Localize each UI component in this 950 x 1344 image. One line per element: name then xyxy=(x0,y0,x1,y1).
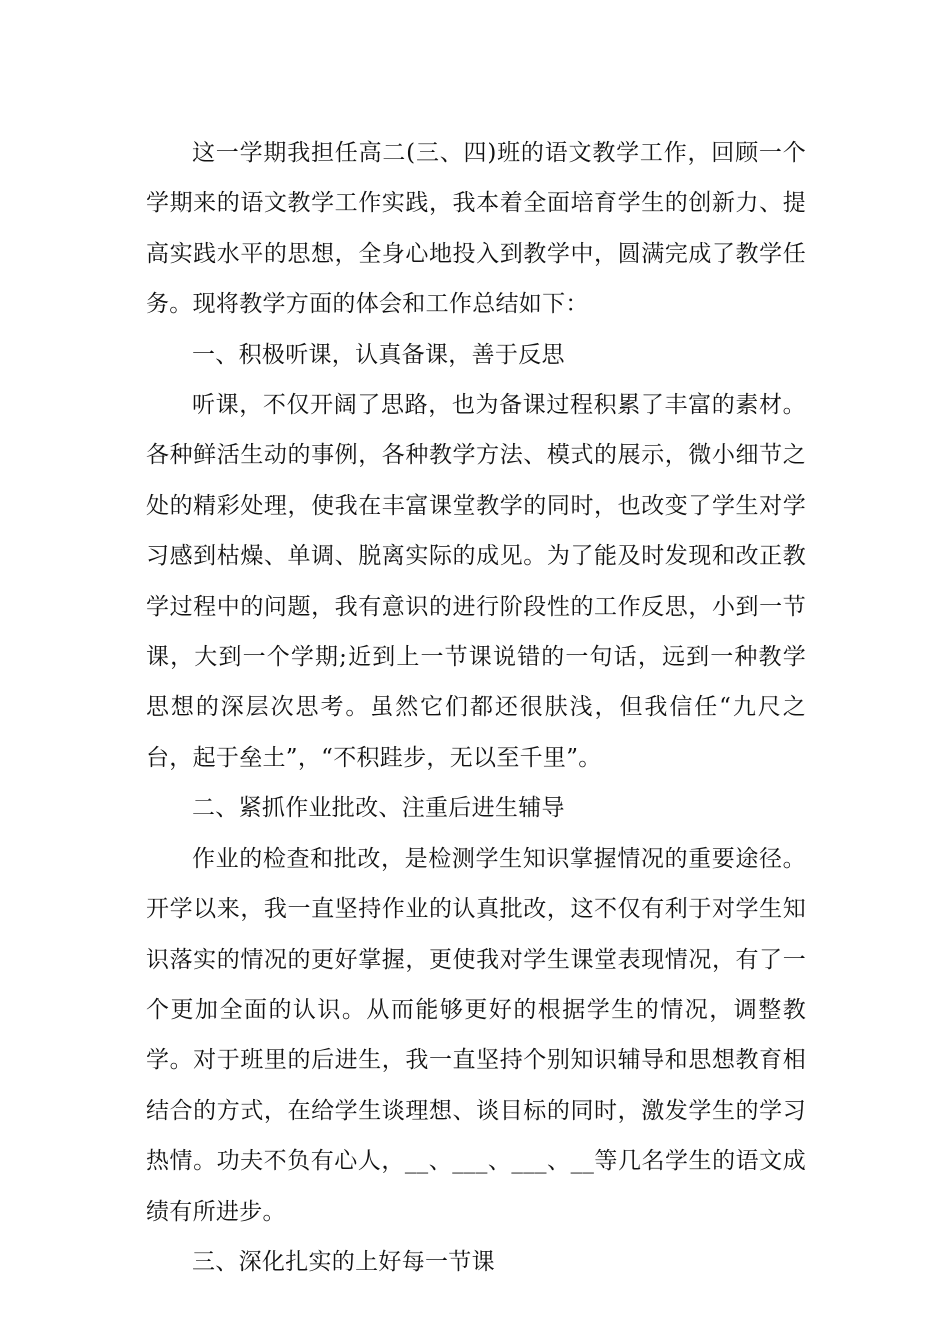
section-heading-1: 一、积极听课，认真备课，善于反思 xyxy=(192,341,565,368)
document-body xyxy=(146,128,806,1287)
section-2-paragraph: 作业的检查和批改，是检测学生知识掌握情况的重要途径。开学以来，我一直坚持作业的认真批改，这不仅有利于对学生知识落实的情况的更好掌握，更使我对学生课堂表现情况，有了一个更加全面的认识。从而能够更好的根据学生的情况，调整教学。对于班里的后进生，我一直坚持个别知识辅导和思想教育相结合的方式，在给学生谈理想、谈目标的同时，激发学生的学习热情。功夫不负有心人，__、___、___、__等几名学生的语文成绩有所进步。 xyxy=(146,845,806,1225)
section-heading-2: 二、紧抓作业批改、注重后进生辅导 xyxy=(192,795,565,822)
section-1-paragraph: 听课，不仅开阔了思路，也为备课过程积累了丰富的素材。各种鲜活生动的事例，各种教学方法、模式的展示，微小细节之处的精彩处理，使我在丰富课堂教学的同时，也改变了学生对学习感到枯燥、单调、脱离实际的成见。为了能及时发现和改正教学过程中的问题，我有意识的进行阶段性的工作反思，小到一节课，大到一个学期;近到上一节课说错的一句话，远到一种教学思想的深层次思考。虽然它们都还很肤浅，但我信任“九尺之台，起于垒土”，“不积跬步，无以至千里”。 xyxy=(146,392,806,771)
section-heading-3: 三、深化扎实的上好每一节课 xyxy=(192,1248,495,1275)
intro-paragraph: 这一学期我担任高二(三、四)班的语文教学工作，回顾一个学期来的语文教学工作实践，我本着全面培育学生的创新力、提高实践水平的思想，全身心地投入到教学中，圆满完成了教学任务。现将教学方面的体会和工作总结如下： xyxy=(146,140,806,318)
